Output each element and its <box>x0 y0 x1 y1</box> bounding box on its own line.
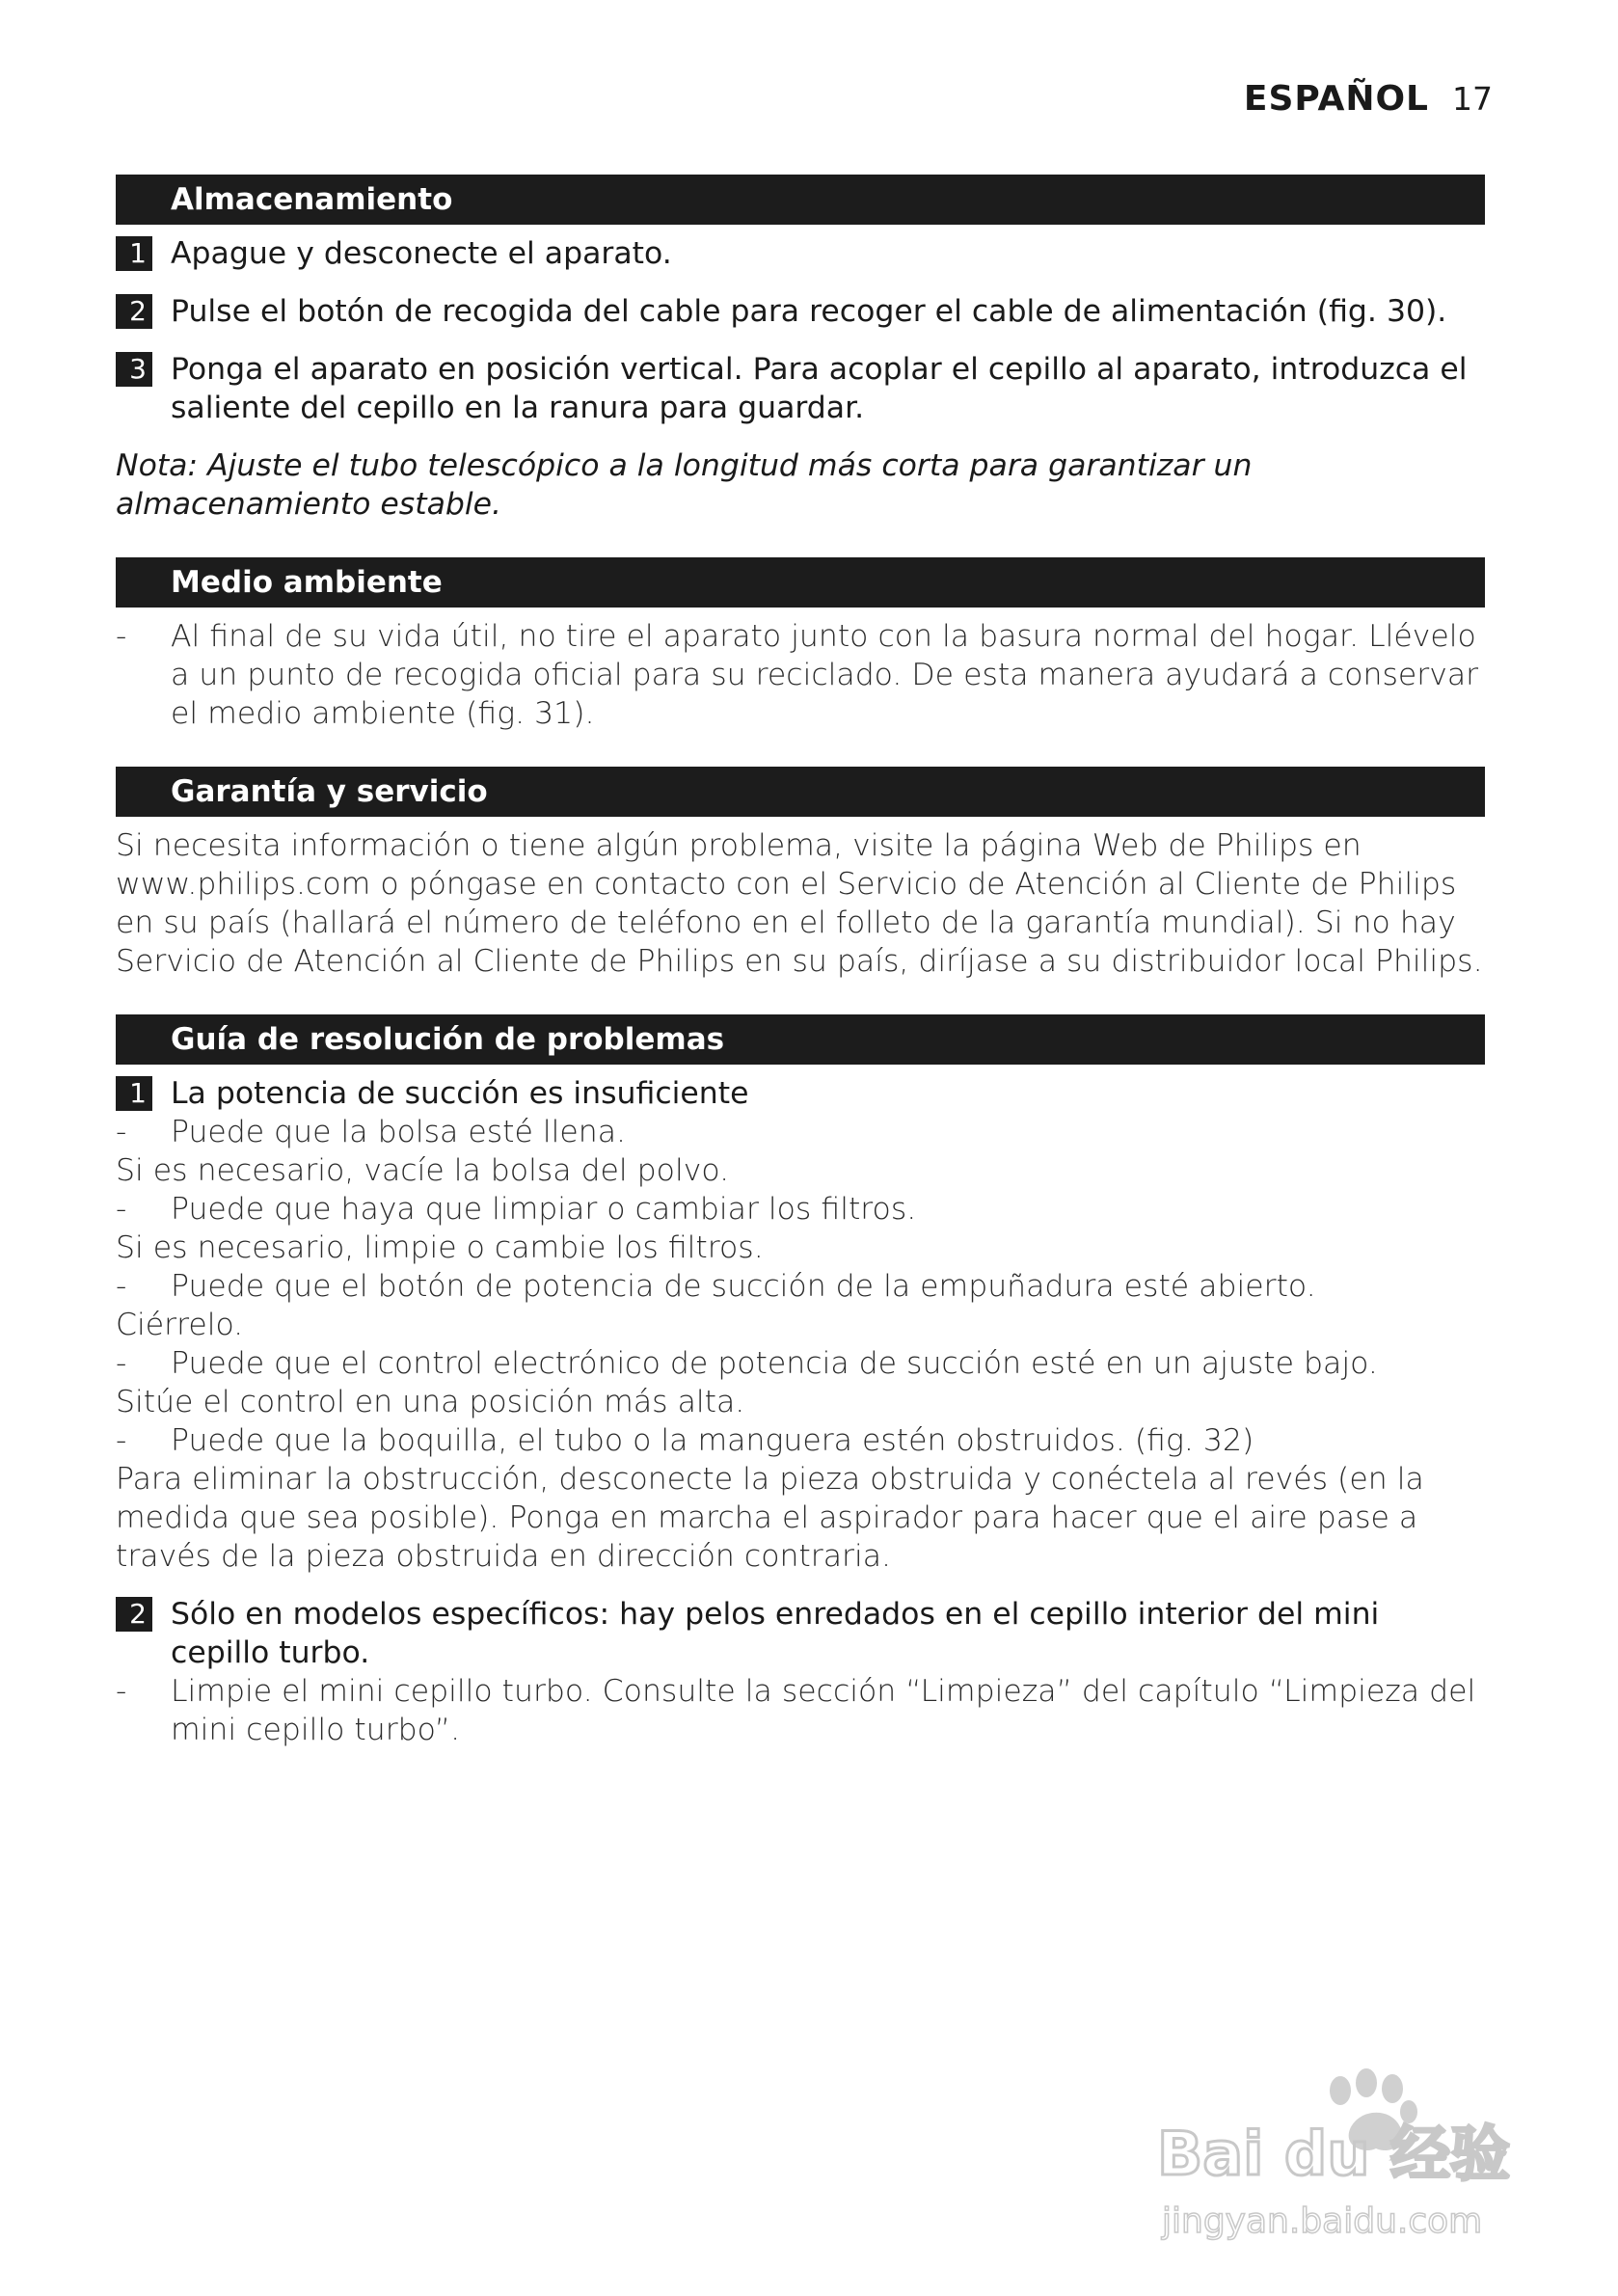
problem-1-cause-4 <box>116 1344 1485 1383</box>
dash-mark: - <box>116 1346 127 1381</box>
bullet-text: Al final de su vida útil, no tire el aparato junto con la basura normal del hogar. Llévelo a un punto de recogida oficial para su reciclado. De esta manera ayudará a conservar el medio ambiente (fig. 31). <box>171 619 1479 731</box>
step-number: 1 <box>116 1076 152 1111</box>
problem-1-title <box>116 1074 1485 1113</box>
dash-mark: - <box>116 619 127 654</box>
problem-1-cause-3 <box>116 1267 1485 1306</box>
cause-text: Limpie el mini cepillo turbo. Consulte la sección “Limpieza” del capítulo “Limpieza del mini cepillo turbo”. <box>171 1674 1476 1747</box>
step-number: 2 <box>116 294 152 329</box>
dash-mark: - <box>116 1674 127 1709</box>
problem-1-solution-1: Si es necesario, vacíe la bolsa del polvo. <box>116 1153 730 1188</box>
cause-text: Puede que el control electrónico de potencia de succión esté en un ajuste bajo. <box>171 1346 1378 1381</box>
page-header <box>1244 79 1493 119</box>
baidu-watermark <box>1152 2054 1557 2247</box>
storage-step-2 <box>116 292 1485 331</box>
problem-title: La potencia de succión es insuficiente <box>171 1076 749 1111</box>
warranty-text: Si necesita información o tiene algún problema, visite la página Web de Philips en www.philips.com o póngase en contacto con el Servicio de Atención al Cliente de Philips en su país (hallará el número de teléfono en el folleto de la garantía mundial). Si no hay Servicio de Atención al Cliente de Philips en su país, diríjase a su distribuidor local Philips. <box>116 828 1483 979</box>
step-number: 1 <box>116 236 152 271</box>
watermark-brand: Bai du 经验 <box>1157 2119 1511 2189</box>
environment-bullet <box>116 617 1485 733</box>
problem-1-cause-5 <box>116 1421 1485 1460</box>
problem-title: Sólo en modelos específicos: hay pelos enredados en el cepillo interior del mini cepillo turbo. <box>171 1597 1380 1670</box>
problem-1-solution-3: Ciérrelo. <box>116 1308 244 1342</box>
step-number: 3 <box>116 352 152 387</box>
dash-mark: - <box>116 1115 127 1149</box>
section-heading-environment: Medio ambiente <box>116 557 1485 608</box>
language-label: ESPAÑOL <box>1243 79 1429 119</box>
step-number: 2 <box>116 1597 152 1632</box>
problem-1-cause-2 <box>116 1190 1485 1229</box>
cause-text: Puede que la bolsa esté llena. <box>171 1115 627 1149</box>
page-number: 17 <box>1452 80 1493 118</box>
storage-note: Nota: Ajuste el tubo telescópico a la longitud más corta para garantizar un almacenamiento estable. <box>116 448 1253 522</box>
section-heading-troubleshooting: Guía de resolución de problemas <box>116 1014 1485 1065</box>
cause-text: Puede que el botón de potencia de succión de la empuñadura esté abierto. <box>171 1269 1316 1304</box>
dash-mark: - <box>116 1192 127 1227</box>
section-heading-storage: Almacenamiento <box>116 175 1485 225</box>
problem-2-cause-1 <box>116 1672 1485 1749</box>
section-heading-warranty: Garantía y servicio <box>116 767 1485 817</box>
dash-mark: - <box>116 1269 127 1304</box>
step-text: Apague y desconecte el aparato. <box>171 236 672 271</box>
problem-1-solution-5: Para eliminar la obstrucción, desconecte la pieza obstruida y conéctela al revés (en la medida que sea posible). Ponga en marcha el aspirador para hacer que el aire pase a través de la pieza obstruida en dirección contraria. <box>116 1462 1424 1574</box>
dash-mark: - <box>116 1423 127 1458</box>
problem-1-cause-1 <box>116 1113 1485 1151</box>
storage-step-3 <box>116 350 1485 427</box>
page-content <box>116 175 1485 1749</box>
cause-text: Puede que haya que limpiar o cambiar los filtros. <box>171 1192 917 1227</box>
storage-step-1 <box>116 234 1485 273</box>
step-text: Ponga el aparato en posición vertical. Para acoplar el cepillo al aparato, introduzca el saliente del cepillo en la ranura para guardar. <box>171 352 1468 425</box>
problem-2-title <box>116 1595 1485 1672</box>
watermark-url: jingyan.baidu.com <box>1162 2201 1483 2241</box>
problem-1-solution-2: Si es necesario, limpie o cambie los filtros. <box>116 1230 764 1265</box>
cause-text: Puede que la boquilla, el tubo o la manguera estén obstruidos. (fig. 32) <box>171 1423 1254 1458</box>
step-text: Pulse el botón de recogida del cable para recoger el cable de alimentación (fig. 30). <box>171 294 1447 329</box>
problem-1-solution-4: Sitúe el control en una posición más alta. <box>116 1385 745 1419</box>
